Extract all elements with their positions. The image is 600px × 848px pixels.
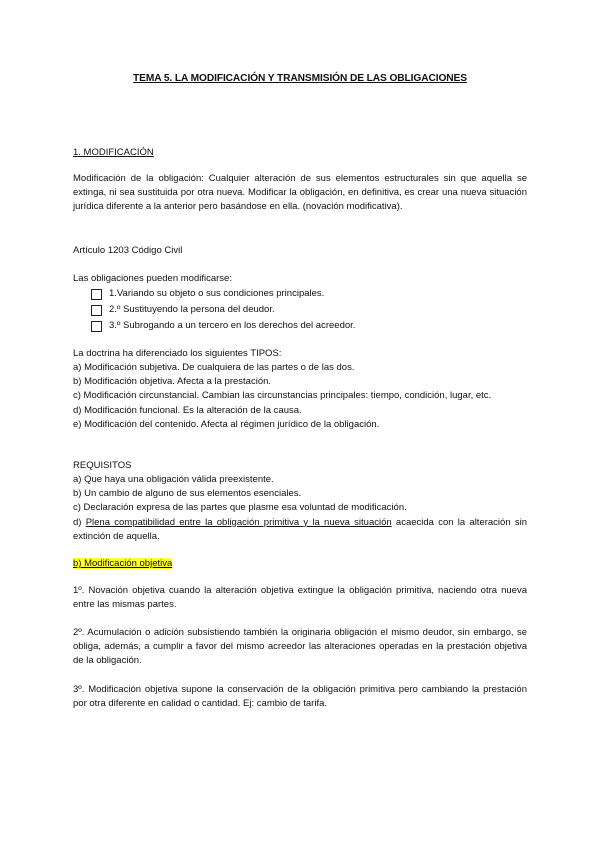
modify-list-item bbox=[73, 302, 527, 318]
requirement-item: a) Que haya una obligación válida preexistente. bbox=[73, 474, 274, 485]
type-item: e) Modificación del contenido. Afecta al régimen jurídico de la obligación. bbox=[73, 418, 380, 430]
modify-list-item bbox=[73, 318, 527, 334]
subsection-heading bbox=[73, 557, 527, 571]
document-title: TEMA 5. LA MODIFICACIÓN Y TRANSMISIÓN DE LAS OBLIGACIONES bbox=[133, 73, 467, 84]
modify-item-label: 2.º Sustituyendo la persona del deudor. bbox=[109, 303, 275, 315]
types-list bbox=[73, 361, 527, 432]
requirement-item-d bbox=[73, 516, 527, 544]
modify-list-item bbox=[73, 286, 527, 302]
checkbox-icon[interactable] bbox=[91, 321, 102, 332]
paragraph-acumulacion: 2º. Acumulación o adición subsistiendo también la originaria obligación el mismo deudor, sin embargo, se obliga, además, a cumplir a favor del mismo acreedor las alteraciones operadas en la prestación objetiva de la obligación. bbox=[73, 627, 527, 667]
type-item: c) Modificación circunstancial. Cambian las circunstancias principales: tiempo, condición, lugar, etc. bbox=[73, 390, 492, 402]
checkbox-icon[interactable] bbox=[91, 305, 102, 316]
requirement-d-suffix: acaecida con la alteración sin extinción de aquella. bbox=[73, 516, 528, 542]
definition-paragraph: Modificación de la obligación: Cualquier alteración de sus elementos estructurales sin que aquella se extinga, ni sea sustituida por otra nueva. Modificar la obligación, en definitiva, es crear una nueva situación jurídica diferente a la anterior pero basándose en ella. (novación modificativa). bbox=[73, 173, 527, 213]
section-heading-modificacion: 1. MODIFICACIÓN bbox=[73, 147, 154, 158]
requirement-item: c) Declaración expresa de las partes que plasme esa voluntad de modificación. bbox=[73, 502, 407, 514]
modify-intro: Las obligaciones pueden modificarse: bbox=[73, 273, 232, 284]
highlighted-heading: b) Modificación objetiva bbox=[73, 558, 173, 569]
paragraph-modificacion-objetiva: 3º. Modificación objetiva supone la conservación de la obligación primitiva pero cambiando la prestación por otra diferente en calidad o cantidad. Ej: cambio de tarifa. bbox=[73, 684, 527, 710]
type-item: b) Modificación objetiva. Afecta a la prestación. bbox=[73, 376, 272, 388]
requirements-heading: REQUISITOS bbox=[73, 460, 132, 471]
requirement-d-underlined: Plena compatibilidad entre la obligación primitiva y la nueva situación bbox=[85, 516, 392, 528]
requirement-item: b) Un cambio de alguno de sus elementos esenciales. bbox=[73, 488, 302, 500]
paragraph-novacion: 1º. Novación objetiva cuando la alteración objetiva extingue la obligación primitiva, naciendo otra nueva entre las mismas partes. bbox=[73, 585, 527, 611]
type-item: d) Modificación funcional. Es la alteración de la causa. bbox=[73, 404, 302, 416]
requirement-d-prefix: d) bbox=[73, 516, 86, 528]
types-intro: La doctrina ha diferenciado los siguientes TIPOS: bbox=[73, 348, 282, 359]
type-item: a) Modificación subjetiva. De cualquiera de las partes o de las dos. bbox=[73, 362, 355, 373]
modify-item-label: 3.º Subrogando a un tercero en los derechos del acreedor. bbox=[109, 319, 356, 331]
modify-list bbox=[73, 286, 527, 334]
article-reference: Artículo 1203 Código Civil bbox=[73, 245, 183, 256]
modify-item-label: 1.Variando su objeto o sus condiciones principales. bbox=[109, 287, 325, 299]
requirements-list bbox=[73, 473, 527, 544]
checkbox-icon[interactable] bbox=[91, 289, 102, 300]
